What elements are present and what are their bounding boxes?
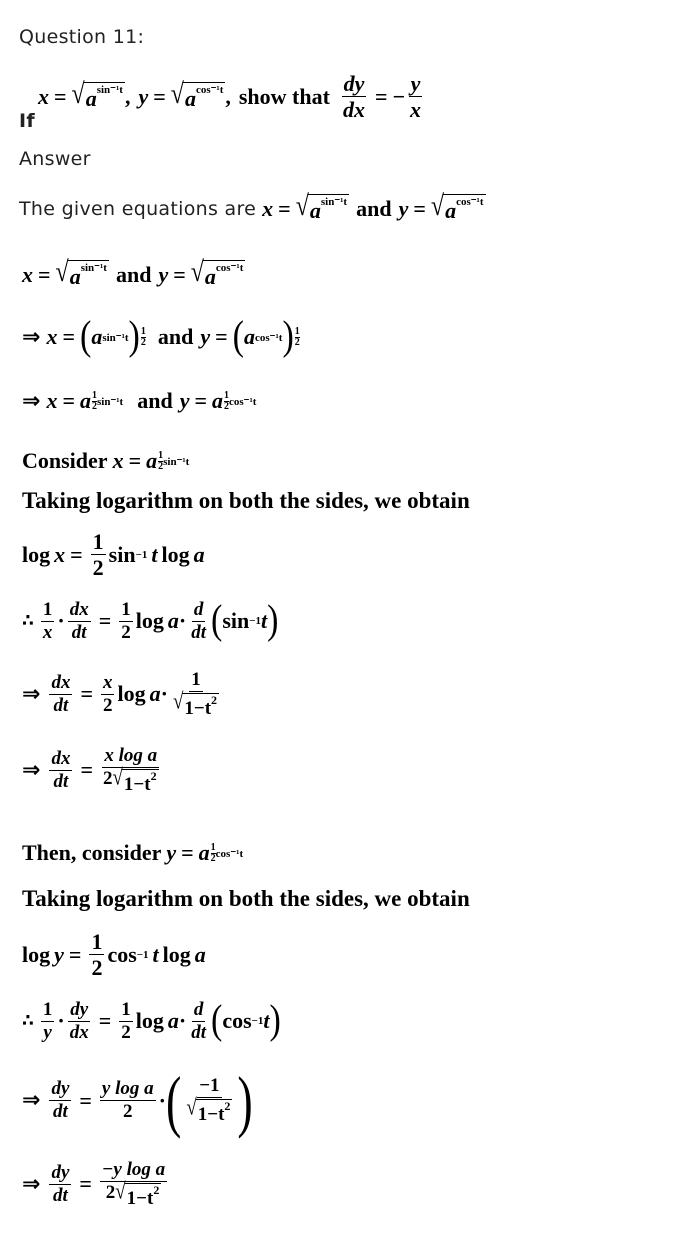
- equation-simplified: ⇒ x = a 1 2 sin⁻¹t and y = a 1 2 cos⁻¹t: [22, 388, 257, 414]
- question-equation: x = √ $a^{sin^{-1}t}$ , y = √ $a^{cos^{-1}t}$ , show that $\frac{dy}{dx}$ = − $\frac{y}{x}$: [38, 71, 422, 123]
- derivative-x-step1: ∴ $\frac{1}{x}$ · $\frac{dx}{dt}$ = $\frac{1}{2}$ log a · $\frac{d}{dt}$ ( sin −1 t ): [22, 598, 279, 644]
- derivative-x-result: ⇒ $\frac{dx}{dt}$ = x log a 2 √ $1-t^2$: [22, 745, 158, 795]
- log-x-equation: log x = $\frac{1}{2}$ sin −1 t log a: [22, 529, 205, 581]
- taking-log-y: Taking logarithm on both the sides, we obtain: [22, 886, 470, 911]
- equation-restate: x = √ $a^{sin^{-1}t}$ and y = √ $a^{cos^{-1}t}$: [22, 257, 244, 289]
- equation-power-half: ⇒ x = ( a sin⁻¹t ) 1 2 and y = ( a cos⁻¹t ) 1 2: [22, 314, 300, 359]
- taking-log-x: Taking logarithm on both the sides, we obtain: [22, 488, 470, 513]
- derivative-y-step2: ⇒ $\frac{dy}{dt}$ = $\frac{\text{y log a}}{2}$ · ( −1 √ $1-t^2$ ): [22, 1062, 253, 1139]
- answer-label: Answer: [19, 148, 91, 170]
- consider-y: Then, consider y = a 1 2 cos⁻¹t: [22, 840, 244, 865]
- given-equations: The given equations are x = √ $a^{sin^{-1}t}$ and y = √ $a^{cos^{-1}t}$: [19, 191, 484, 223]
- question-heading: Question 11:: [19, 26, 145, 48]
- if-label: If: [19, 110, 35, 132]
- derivative-x-step2: ⇒ $\frac{dx}{dt}$ = $\frac{x}{2}$ log a · 1 √ $1-t^2$: [22, 669, 218, 719]
- derivative-y-step1: ∴ $\frac{1}{y}$ · $\frac{dy}{dx}$ = $\frac{1}{2}$ log a · $\frac{d}{dt}$ ( cos −1 t ): [22, 998, 281, 1044]
- derivative-y-result: ⇒ $\frac{dy}{dt}$ = −y log a 2 √ $1-t^2$: [22, 1159, 166, 1209]
- consider-x: Consider x = a 1 2 sin⁻¹t: [22, 448, 190, 473]
- log-y-equation: log y = $\frac{1}{2}$ cos −1 t log a: [22, 929, 206, 981]
